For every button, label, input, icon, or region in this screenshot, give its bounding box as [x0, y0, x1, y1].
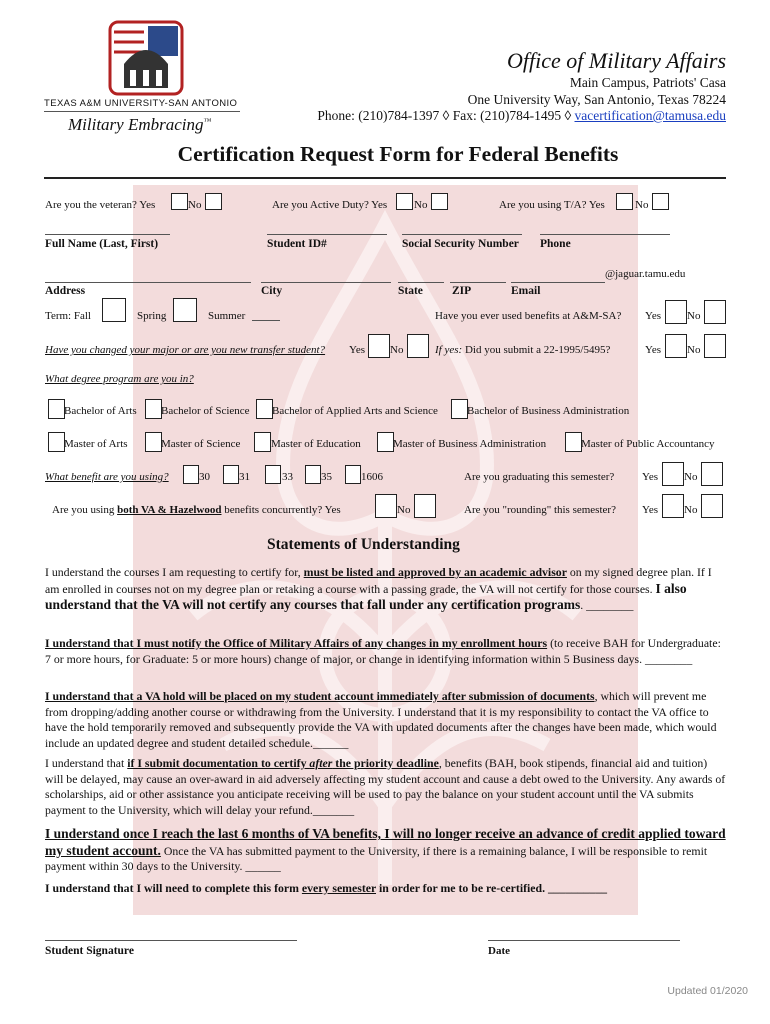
student-id-field[interactable] [267, 234, 387, 235]
university-logo [44, 18, 244, 138]
bachelor-arts-checkbox[interactable] [48, 399, 65, 419]
p4-e: , benefits (BAH, book stipends, financial aid and tuition) will be delayed, may cause an over-award in aid adversely affecting my student account and cause a debt owed to the University. Any awards of scholarships, aid or other assistance you anticipate receiving will be used to pay the balance on your student account until the VA submits payment to the University, which will delay your refund._______ [45, 756, 726, 817]
rounding-no-checkbox[interactable] [701, 494, 723, 518]
ifyes-question [435, 344, 610, 356]
master-business-checkbox[interactable] [377, 432, 394, 452]
address-label: Address [45, 285, 86, 297]
master-arts-checkbox[interactable] [48, 432, 65, 452]
graduating-yes-checkbox[interactable] [662, 462, 684, 486]
hazelwood-post: benefits concurrently? Yes [221, 504, 341, 516]
p1-d: I also understand that the VA will not certify any courses that fall under any certification programs [45, 580, 687, 612]
rounding-no-label: No [684, 504, 698, 516]
benefit-1606-label: 1606 [361, 471, 383, 483]
phone-fax: Phone: (210)784-1397 ◊ Fax: (210)784-1495 ◊ [317, 108, 575, 123]
full-name-label: Full Name (Last, First) [45, 238, 159, 250]
submit-no-label: No [687, 344, 701, 356]
veteran-no-checkbox[interactable] [205, 193, 222, 210]
ta-yes-checkbox[interactable] [616, 193, 633, 210]
hazelwood-question [52, 504, 341, 516]
hazelwood-yes-checkbox[interactable] [375, 494, 397, 518]
benefit-30-label: 30 [199, 471, 210, 483]
ifyes-prefix: If yes: [435, 344, 463, 356]
p5-a: I understand once I reach the last 6 months of VA benefits, I will no longer receive an advance of credit applied toward my student account. [45, 826, 726, 858]
master-accountancy-checkbox[interactable] [565, 432, 582, 452]
email-domain: @jaguar.tamu.edu [605, 268, 686, 280]
benefit-31-checkbox[interactable] [223, 465, 239, 484]
address-field[interactable] [45, 282, 251, 283]
office-address: One University Way, San Antonio, Texas 78224 [467, 92, 726, 107]
master-arts-label: Master of Arts [64, 438, 128, 450]
submit-yes-label: Yes [645, 344, 662, 356]
updated-date: Updated 01/2020 [667, 985, 748, 997]
signature-field[interactable] [45, 940, 297, 941]
office-contact [317, 108, 726, 125]
p1-e: . ________ [580, 598, 634, 612]
university-seal-icon [44, 18, 244, 98]
used-benefits-yes-checkbox[interactable] [665, 300, 687, 324]
p4-a: I understand that [45, 756, 128, 770]
term-summer-field[interactable] [252, 320, 280, 321]
state-field[interactable] [398, 282, 444, 283]
ssn-label: Social Security Number [402, 238, 519, 250]
p4-c: after [309, 756, 333, 770]
office-title: Office of Military Affairs [507, 48, 726, 73]
change-major-question: Have you changed your major or are you new transfer student? [45, 344, 326, 356]
city-label: City [261, 285, 283, 297]
graduating-no-checkbox[interactable] [701, 462, 723, 486]
term-fall-checkbox[interactable] [102, 298, 126, 322]
ta-no-label: No [635, 199, 649, 211]
p1-c: on my signed degree plan. If I am enrolled in courses not on my degree plan or retaking a course with a passing grade, the VA will not certify for those courses. [45, 565, 712, 596]
term-fall-label: Term: Fall [45, 310, 91, 322]
date-field[interactable] [488, 940, 680, 941]
logo-divider [44, 111, 240, 112]
date-label: Date [488, 945, 510, 957]
active-no-label: No [414, 199, 428, 211]
hazelwood-no-checkbox[interactable] [414, 494, 436, 518]
p6-b: every semester [301, 881, 377, 895]
used-benefits-question: Have you ever used benefits at A&M-SA? [435, 310, 622, 322]
master-accountancy-label: Master of Public Accountancy [581, 438, 715, 450]
phone-label: Phone [540, 238, 571, 250]
p2-a: I understand that I must notify the Office of Military Affairs of any changes in my enrollment hours [45, 636, 548, 650]
tagline-trademark: ™ [203, 116, 212, 126]
p1-b: must be listed and approved by an academic advisor [303, 565, 567, 579]
statement-hold [45, 689, 727, 751]
veteran-yes-checkbox[interactable] [171, 193, 188, 210]
graduating-question: Are you graduating this semester? [464, 471, 615, 483]
rounding-yes-checkbox[interactable] [662, 494, 684, 518]
bachelor-applied-checkbox[interactable] [256, 399, 273, 419]
hazelwood-bold: both VA & Hazelwood [117, 504, 222, 516]
term-spring-checkbox[interactable] [173, 298, 197, 322]
p3-a: I understand that a VA hold will be placed on my student account immediately after submission of documents [45, 689, 595, 703]
hazelwood-no-label: No [397, 504, 411, 516]
term-summer-label: Summer [208, 310, 246, 322]
title-rule [44, 177, 726, 179]
submit-no-checkbox[interactable] [704, 334, 726, 358]
bachelor-science-label: Bachelor of Science [161, 405, 250, 417]
ta-no-checkbox[interactable] [652, 193, 669, 210]
benefit-33-label: 33 [282, 471, 293, 483]
master-business-label: Master of Business Administration [393, 438, 547, 450]
signature-label: Student Signature [45, 945, 134, 957]
tagline-text: Military Embracing [68, 115, 204, 134]
statement-deadline [45, 756, 727, 818]
benefit-question: What benefit are you using? [45, 471, 169, 483]
degree-question: What degree program are you in? [45, 373, 194, 385]
p4-b: if I submit documentation to certify [127, 756, 310, 770]
benefit-35-label: 35 [321, 471, 332, 483]
master-science-checkbox[interactable] [145, 432, 162, 452]
p5-b: Once the VA has submitted payment to the University, if there is a remaining balance, I will be responsible to remit payment within 30 days to the University. ______ [45, 843, 708, 873]
rounding-question: Are you "rounding" this semester? [464, 504, 616, 516]
submit-yes-checkbox[interactable] [665, 334, 687, 358]
email-link[interactable]: vacertification@tamusa.edu [574, 108, 726, 123]
email-label: Email [511, 285, 541, 297]
form-title: Certification Request Form for Federal Benefits [177, 142, 619, 166]
master-education-label: Master of Education [271, 438, 361, 450]
bachelor-arts-label: Bachelor of Arts [64, 405, 137, 417]
graduating-no-label: No [684, 471, 698, 483]
student-id-label: Student ID# [267, 238, 327, 250]
benefit-31-label: 31 [239, 471, 250, 483]
email-field[interactable] [511, 282, 605, 283]
master-science-label: Master of Science [161, 438, 241, 450]
graduating-yes-label: Yes [642, 471, 659, 483]
bachelor-business-label: Bachelor of Business Administration [467, 405, 630, 417]
active-no-checkbox[interactable] [431, 193, 448, 210]
statement-advisor [45, 565, 727, 614]
statements-title: Statements of Understanding [267, 536, 460, 553]
statement-notify [45, 636, 727, 667]
zip-field[interactable] [450, 282, 506, 283]
benefit-1606-checkbox[interactable] [345, 465, 361, 484]
used-benefits-yes-label: Yes [645, 310, 662, 322]
p3-b: , which will prevent me from dropping/adding another course or withdrawing from the University. I understand that it is my responsibility to contact the VA office to have the hold temporarily removed and subsequently provide the VA with updated documents after the changes have been made, which would include an updated degree and student detailed schedule.______ [45, 689, 717, 750]
rounding-yes-label: Yes [642, 504, 659, 516]
ta-question: Are you using T/A? Yes [499, 199, 605, 211]
office-campus: Main Campus, Patriots' Casa [569, 75, 726, 90]
tagline [68, 115, 211, 135]
benefit-30-checkbox[interactable] [183, 465, 199, 484]
master-education-checkbox[interactable] [254, 432, 271, 452]
benefit-33-checkbox[interactable] [265, 465, 281, 484]
benefit-35-checkbox[interactable] [305, 465, 321, 484]
p6-a: I understand that I will need to complete this form [45, 881, 302, 895]
ssn-field[interactable] [402, 234, 522, 235]
bachelor-business-checkbox[interactable] [451, 399, 468, 419]
veteran-question: Are you the veteran? Yes [45, 199, 156, 211]
bachelor-science-checkbox[interactable] [145, 399, 162, 419]
p4-d: the priority deadline [332, 756, 439, 770]
phone-field[interactable] [540, 234, 670, 235]
term-spring-label: Spring [137, 310, 167, 322]
ifyes-text: Did you submit a 22-1995/5495? [462, 344, 611, 356]
statement-every-semester [45, 881, 727, 897]
change-no-label: No [390, 344, 404, 356]
bachelor-applied-label: Bachelor of Applied Arts and Science [272, 405, 438, 417]
statement-advance-credit [45, 826, 727, 875]
used-benefits-no-label: No [687, 310, 701, 322]
university-name: TEXAS A&M UNIVERSITY-SAN ANTONIO [44, 98, 238, 109]
p1-a: I understand the courses I am requesting to certify for, [45, 565, 304, 579]
active-duty-question: Are you Active Duty? Yes [272, 199, 388, 211]
p2-b: (to receive BAH for Undergraduate: 7 or more hours, for Graduate: 5 or more hours) change of major, or change in identifying information within 5 Business days. ________ [45, 636, 721, 666]
used-benefits-no-checkbox[interactable] [704, 300, 726, 324]
change-no-checkbox[interactable] [407, 334, 429, 358]
state-label: State [398, 285, 423, 297]
change-yes-checkbox[interactable] [368, 334, 390, 358]
active-yes-checkbox[interactable] [396, 193, 413, 210]
change-yes-label: Yes [349, 344, 366, 356]
full-name-field[interactable] [45, 234, 170, 235]
veteran-no-label: No [188, 199, 202, 211]
zip-label: ZIP [452, 285, 472, 297]
city-field[interactable] [261, 282, 391, 283]
hazelwood-pre: Are you using [52, 504, 118, 516]
p6-c: in order for me to be re-certified. __________ [376, 881, 607, 895]
